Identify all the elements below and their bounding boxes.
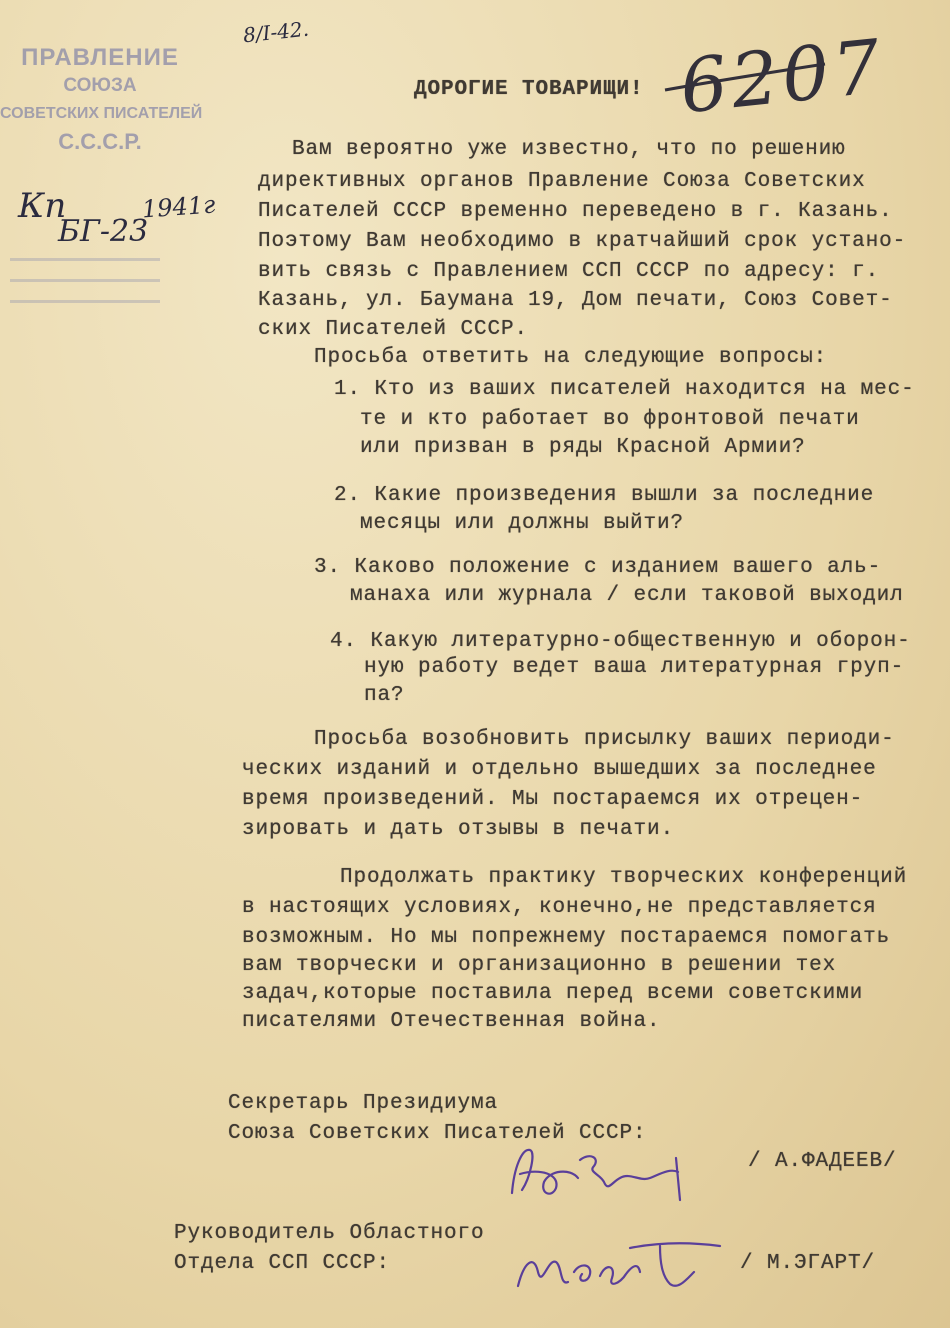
- closing-line-6: писателями Отечественная война.: [242, 1010, 661, 1033]
- intro-line-2: директивных органов Правление Союза Советских: [258, 170, 866, 193]
- handwritten-stamp-entry-1: Кп: [18, 186, 67, 226]
- question-1-line-2: те и кто работает во фронтовой печати: [360, 408, 860, 431]
- secretary-title-1: Секретарь Президиума: [228, 1092, 499, 1115]
- request-line-4: зировать и дать отзывы в печати.: [242, 818, 675, 841]
- intro-line-7: ских Писателей СССР.: [258, 318, 529, 341]
- head-title-2: Отдела ССП СССР:: [174, 1252, 391, 1275]
- question-4-line-3: па?: [364, 684, 405, 707]
- handwritten-registration-number: 6207: [676, 23, 889, 131]
- question-3-line-1: 3. Каково положение с изданием вашего аль-: [314, 556, 882, 579]
- question-4-line-2: ную работу ведет ваша литературная груп-: [364, 656, 905, 679]
- stamp-line-3: СОВЕТСКИХ ПИСАТЕЛЕЙ: [0, 105, 203, 122]
- secretary-title-2: Союза Советских Писателей СССР:: [228, 1122, 647, 1145]
- intro-line-5: вить связь с Правлением ССП СССР по адресу: г.: [258, 260, 880, 283]
- head-signature: [510, 1232, 730, 1302]
- question-1-line-1: 1. Кто из ваших писателей находится на мес-: [334, 378, 915, 401]
- closing-line-3: возможным. Но мы попрежнему постараемся помогать: [242, 926, 891, 949]
- closing-line-2: в настоящих условиях, конечно,не представляется: [242, 896, 877, 919]
- request-line-2: ческих изданий и отдельно вышедших за последнее: [242, 758, 877, 781]
- request-line-1: Просьба возобновить присылку ваших периоди-: [314, 728, 895, 751]
- strike-line: [660, 60, 830, 100]
- request-line-3: время произведений. Мы постараемся их отрецен-: [242, 788, 864, 811]
- handwritten-stamp-year: 1941г: [141, 190, 217, 224]
- head-title-1: Руководитель Областного: [174, 1222, 485, 1245]
- questions-lead: Просьба ответить на следующие вопросы:: [314, 346, 828, 369]
- closing-line-4: вам творчески и организационно в решении тех: [242, 954, 837, 977]
- question-2-line-1: 2. Какие произведения вышли за последние: [334, 484, 875, 507]
- intro-line-6: Казань, ул. Баумана 19, Дом печати, Союз Совет-: [258, 289, 893, 312]
- closing-line-5: задач,которые поставила перед всеми советскими: [242, 982, 864, 1005]
- stamp-line-1: ПРАВЛЕНИЕ: [21, 44, 179, 71]
- stamp-line-4: С.С.С.Р.: [58, 129, 142, 154]
- closing-line-1: Продолжать практику творческих конференций: [340, 866, 908, 889]
- question-2-line-2: месяцы или должны выйти?: [360, 512, 685, 535]
- intro-line-3: Писателей СССР временно переведено в г. Казань.: [258, 200, 893, 223]
- question-4-line-1: 4. Какую литературно-общественную и оборон-: [330, 630, 911, 653]
- question-1-line-3: или призван в ряды Красной Армии?: [360, 436, 806, 459]
- handwritten-date: 8/I-42.: [241, 16, 311, 48]
- stamp-line-2: СОЮЗА: [63, 75, 137, 96]
- organization-stamp: [0, 44, 203, 156]
- salutation: ДОРОГИЕ ТОВАРИЩИ!: [414, 78, 644, 101]
- intro-line-1: Вам вероятно уже известно, что по решению: [292, 138, 846, 161]
- head-name: / М.ЭГАРТ/: [740, 1252, 876, 1275]
- intro-line-4: Поэтому Вам необходимо в кратчайший срок устано-: [258, 230, 907, 253]
- handwritten-stamp-entry-2: БГ-23: [58, 214, 149, 249]
- secretary-signature: [500, 1138, 710, 1208]
- question-3-line-2: манаха или журнала / если таковой выходил: [350, 584, 904, 607]
- stamp-faded-lines: [0, 240, 170, 321]
- secretary-name: / А.ФАДЕЕВ/: [748, 1150, 897, 1173]
